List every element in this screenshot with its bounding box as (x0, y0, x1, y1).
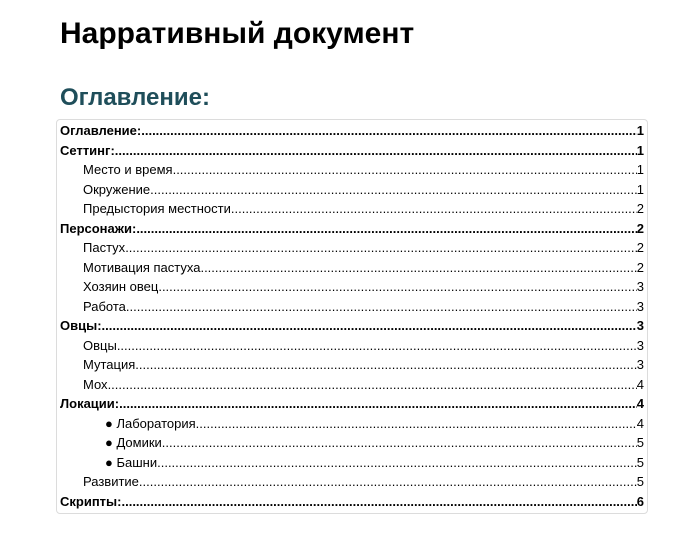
toc-entry-text[interactable]: Мох (83, 376, 108, 392)
toc-entry-text[interactable]: Персонажи: (60, 220, 137, 236)
toc-page-number: 2 (636, 259, 644, 275)
toc-entry[interactable] (60, 453, 646, 473)
toc-entry-text[interactable]: Мутация (83, 357, 136, 372)
toc-dot-leader (126, 297, 637, 317)
toc-entry-text[interactable]: ● Башни (105, 454, 158, 470)
toc-heading: Оглавление: (60, 84, 210, 111)
toc-dot-leader (121, 492, 636, 512)
toc-list (60, 121, 646, 511)
toc-page-number: 4 (636, 396, 644, 411)
toc-dot-leader (162, 433, 637, 453)
toc-page-number: 6 (636, 493, 644, 509)
toc-entry[interactable] (60, 316, 646, 336)
toc-entry-text[interactable]: Оглавление: (60, 123, 142, 138)
toc-entry[interactable] (60, 355, 646, 375)
toc-entry[interactable] (60, 160, 646, 180)
toc-dot-leader (136, 219, 636, 239)
toc-dot-leader (139, 472, 637, 492)
toc-dot-leader (231, 199, 637, 219)
toc-page-number: 1 (636, 162, 644, 177)
toc-entry[interactable] (60, 238, 646, 258)
toc-entry[interactable] (60, 414, 646, 434)
toc-page-number: 2 (636, 220, 644, 236)
toc-page-number: 4 (636, 415, 644, 431)
toc-entry[interactable] (60, 336, 646, 356)
toc-dot-leader (108, 375, 637, 395)
toc-entry-text[interactable]: Работа (83, 298, 126, 314)
toc-entry[interactable] (60, 394, 646, 414)
toc-entry[interactable] (60, 277, 646, 297)
toc-entry[interactable] (60, 141, 646, 161)
toc-entry-text[interactable]: Предыстория местности (83, 201, 231, 216)
toc-entry-text[interactable]: Мотивация пастуха (83, 259, 201, 275)
toc-entry[interactable] (60, 297, 646, 317)
toc-entry-text[interactable]: Овцы: (60, 318, 102, 333)
toc-entry-text[interactable]: ● Домики (105, 435, 162, 450)
toc-dot-leader (102, 316, 637, 336)
toc-page-number: 3 (636, 279, 644, 294)
toc-page-number: 2 (636, 240, 644, 255)
toc-dot-leader (150, 180, 637, 200)
toc-dot-leader (141, 121, 637, 141)
toc-dot-leader (115, 141, 637, 161)
toc-page-number: 4 (636, 376, 644, 392)
toc-entry[interactable] (60, 433, 646, 453)
toc-entry-text[interactable]: Скрипты: (60, 493, 122, 509)
toc-entry-text[interactable]: Локации: (60, 396, 120, 411)
toc-page-number: 1 (636, 181, 644, 197)
toc-dot-leader (125, 238, 637, 258)
toc-entry-text[interactable]: Развитие (83, 474, 139, 489)
toc-entry[interactable] (60, 180, 646, 200)
toc-dot-leader (200, 258, 636, 278)
toc-dot-leader (135, 355, 637, 375)
toc-page-number: 5 (636, 474, 644, 489)
toc-page-number: 2 (636, 201, 644, 216)
toc-entry[interactable] (60, 199, 646, 219)
toc-dot-leader (117, 336, 637, 356)
toc-entry-text[interactable]: Хозяин овец (83, 279, 159, 294)
toc-page-number: 3 (636, 337, 644, 353)
toc-page-number: 3 (636, 357, 644, 372)
toc-entry-text[interactable]: ● Лаборатория (105, 415, 196, 431)
toc-entry[interactable] (60, 219, 646, 239)
toc-dot-leader (119, 394, 637, 414)
toc-entry-text[interactable]: Пастух (83, 240, 126, 255)
toc-page-number: 5 (636, 435, 644, 450)
toc-entry-text[interactable]: Овцы (83, 337, 117, 353)
toc-entry-text[interactable]: Окружение (83, 181, 151, 197)
toc-entry[interactable] (60, 375, 646, 395)
toc-entry-text[interactable]: Место и время (83, 162, 173, 177)
toc-dot-leader (173, 160, 637, 180)
toc-page-number: 3 (636, 298, 644, 314)
toc-dot-leader (157, 453, 637, 473)
toc-dot-leader (158, 277, 636, 297)
toc-entry[interactable] (60, 472, 646, 492)
toc-page-number: 5 (636, 454, 644, 470)
toc-entry[interactable] (60, 121, 646, 141)
toc-dot-leader (196, 414, 637, 434)
toc-page-number: 1 (636, 142, 644, 158)
toc-entry-text[interactable]: Сеттинг: (60, 142, 115, 158)
toc-page-number: 3 (636, 318, 644, 333)
document-title: Нарративный документ (60, 17, 415, 50)
toc-entry[interactable] (60, 258, 646, 278)
toc-entry[interactable] (60, 492, 646, 512)
toc-page-number: 1 (636, 123, 644, 138)
